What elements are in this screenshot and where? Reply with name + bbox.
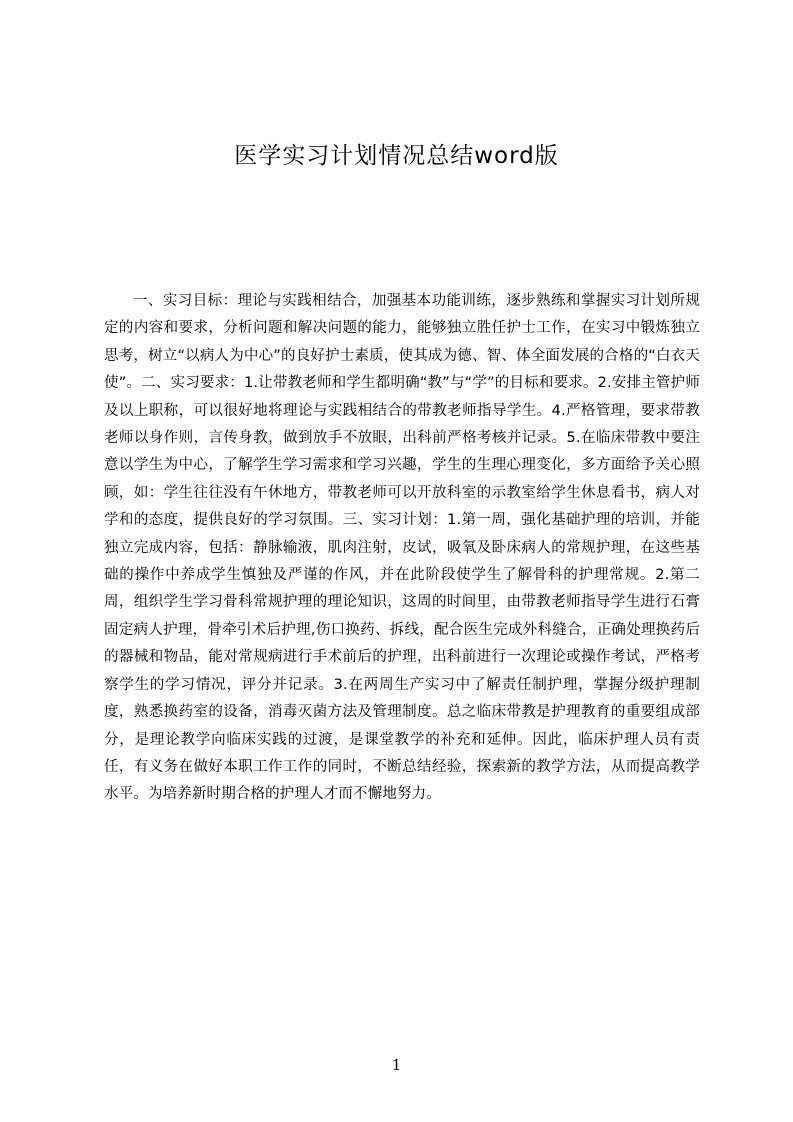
document-title: 医学实习计划情况总结word版	[234, 143, 559, 169]
page-number: 1	[391, 1056, 402, 1074]
document-body-paragraph: 一、实习目标：理论与实践相结合，加强基本功能训练，逐步熟练和掌握实习计划所规定的内容和要求，分析问题和解决问题的能力，能够独立胜任护士工作，在实习中锻炼独立思考，树立“以病人为中心”的良好护士素质，使其成为德、智、体全面发展的合格的“白衣天使”。二、实习要求：1.让带教老师和学生都明确“教”与“学”的目标和要求。2.安排主管护师及以上职称，可以很好地将理论与实践相结合的带教老师指导学生。4.严格管理，要求带教老师以身作则，言传身教，做到放手不放眼，出科前严格考核并记录。5.在临床带教中要注意以学生为中心，了解学生学习需求和学习兴趣，学生的生理心理变化，多方面给予关心照顾，如：学生往往没有午休地方，带教老师可以开放科室的示教室给学生休息看书，病人对学和的态度，提供良好的学习氛围。三、实习计划：1.第一周，强化基础护理的培训，并能独立完成内容，包括：静脉输液，肌肉注射，皮试，吸氧及卧床病人的常规护理，在这些基础的操作中养成学生慎独及严谨的作风，并在此阶段使学生了解骨科的护理常规。2.第二周，组织学生学习骨科常规护理的理论知识，这周的时间里，由带教老师指导学生进行石膏固定病人护理，骨牵引术后护理,伤口换药、拆线，配合医生完成外科缝合，正确处理换药后的器械和物品，能对常规病进行手术前后的护理，出科前进行一次理论或操作考试，严格考察学生的学习情况，评分并记录。3.在两周生产实习中了解责任制护理，掌握分级护理制度，熟悉换药室的设备，消毒灭菌方法及管理制度。总之临床带教是护理教育的重要组成部分，是理论教学向临床实践的过渡，是课堂教学的补充和延伸。因此，临床护理人员有责任，有义务在做好本职工作工作的同时，不断总结经验，探索新的教学方法，从而提高教学水平。为培养新时期合格的护理人才而不懈地努力。	[104, 293, 700, 803]
